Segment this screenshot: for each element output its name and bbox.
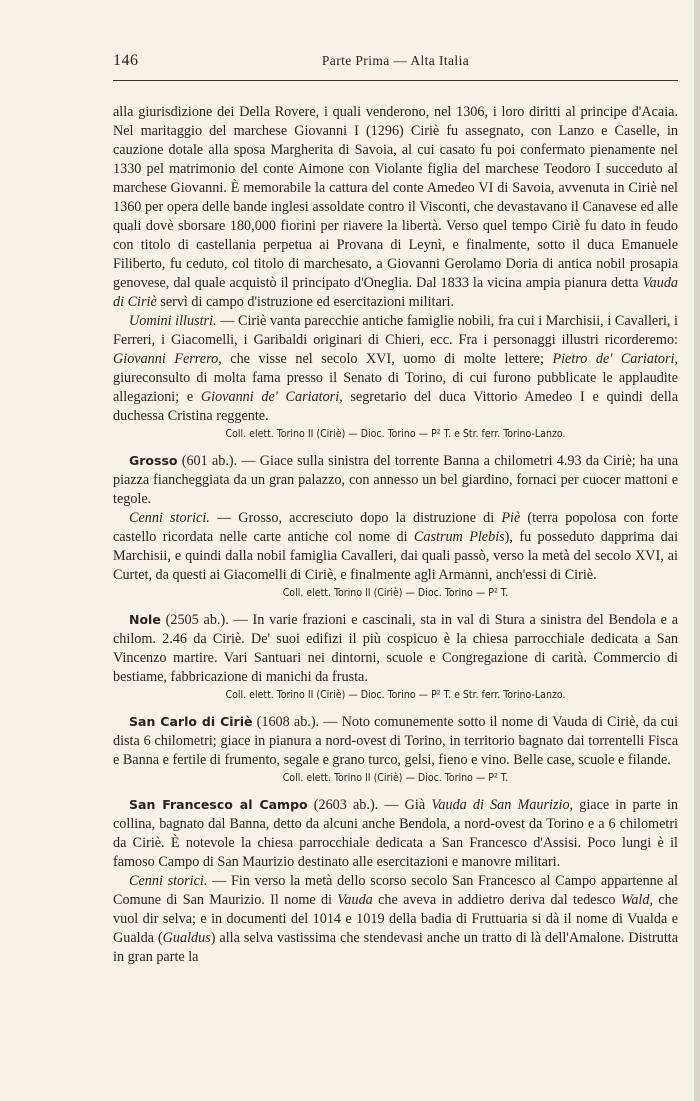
header-rule (113, 80, 678, 81)
entry-san-francesco-vauda: Vauda di San Maurizio (431, 797, 570, 813)
intro-place: Vauda di Ciriè (113, 275, 679, 310)
page-number: 146 (113, 52, 139, 69)
intro-text: alla giurisdizione dei Della Rovere, i quali venderono, nel 1306, i loro diritti al principe d'Acaia. Nel maritaggio del marchese Giovanni I (1296) Ciriè fu assegnato, con Lanzo e Caselle, in cauzione dotale alla sposa Margherita di Savoia, al cui casato fu poi confermato pienamente nel 1330 pel matrimonio del conte Aimone con Violante figlia del marchese Teodoro I succeduto al marchese Giovanni. È memorabile la cattura del conte Amedeo VI di Savoia, avvenuta in Ciriè nel 1360 per opera delle bande inglesi assoldate contro il Visconti, che devastavano il Canavese ed alle quali dovè sborsare 180,000 fiorini per riavere la libertà. Verso quel tempo Ciriè fu dato in feudo con titolo di castellania perpetua ai Provana di Leynì, e finalmente, sotto il duca Emanuele Filiberto, fu ceduto, col titolo di marchesato, a Giovanni Gerolamo Doria di antica nobil prosapia genovese, dal quale acquistò il principato d'Oneglia. Dal 1833 la vicina ampia pianura detta (113, 104, 678, 291)
san-francesco-history-wald: Wald (620, 892, 650, 908)
illustrious-men-paragraph (113, 312, 678, 426)
illustrious-men-label: Uomini illustri. (129, 313, 217, 329)
entry-san-francesco-history (113, 872, 678, 967)
illustrious-men-text-3: , giureconsulto di molta fama presso il Senato di Torino, di cui furono pubblicate le applaudite allegazioni; e (113, 351, 679, 405)
entry-san-carlo-name: San Carlo di Ciriè (129, 714, 253, 729)
entry-grosso-text: — Giace sulla sinistra del torrente Banna a chilometri 4.93 da Ciriè; ha una piazza fiancheggiata da un gran palazzo, con annesso un bel giardino, fornaci per cuocer mattoni e tegole. (113, 453, 679, 507)
san-francesco-history-vauda: Vauda (337, 892, 373, 908)
san-francesco-history-text-2: che aveva in addietro deriva dal tedesco (378, 892, 616, 908)
entry-nole-population: (2505 ab.). (165, 612, 229, 628)
grosso-history-castrum: Castrum Plebis (413, 529, 505, 545)
entry-san-francesco-text-2: , giace in parte in collina, bagnato dal Banna, detto da alcuni anche Bendola, a nord-ovest da Torino e a 6 chilometri da Ciriè. È notevole la chiesa parrocchiale dedicata a San Francesco d'Assisi. Poco lungi è il famoso Campo di San Maurizio destinato alle esercitazioni e manovre militari. (113, 797, 678, 870)
intro-footnote: Coll. elett. Torino II (Ciriè) — Dioc. Torino — P² T. e Str. ferr. Torino-Lanzo. (225, 428, 566, 440)
entry-san-francesco (113, 795, 678, 872)
entry-san-carlo-text: — Noto comunemente sotto il nome di Vauda di Ciriè, da cui dista 6 chilometri; giace in pianura a nord-ovest di Torino, in territorio bagnato dai torrentelli Fisca e Banna e fertile di frumento, segale e grano turco, gelsi, fieno e vino. Belle case, scuole e filande. (113, 714, 679, 768)
person-pietro-cariatori: Pietro de' Cariatori (552, 351, 675, 367)
entry-san-francesco-text-1: — Già (384, 797, 426, 813)
illustrious-men-text-2: , che visse nel secolo XVI, uomo di molte lettere; (218, 351, 544, 367)
person-giovanni-cariatori: Giovanni de' Cariatori (200, 389, 340, 405)
entry-nole-name: Nole (129, 612, 161, 627)
entry-san-francesco-name: San Francesco al Campo (129, 797, 308, 812)
entry-nole-footnote: Coll. elett. Torino II (Ciriè) — Dioc. Torino — P² T. e Str. ferr. Torino-Lanzo. (225, 689, 566, 701)
san-francesco-history-text-1: — Fin verso la metà dello scorso secolo San Francesco al Campo appartenne al Comune di San Maurizio. Il nome di (113, 873, 678, 908)
person-giovanni-ferrero: Giovanni Ferrero (113, 351, 219, 367)
san-francesco-history-text-4: ) alla selva vastissima che stendevasi anche un tratto di là dell'Amalone. Distrutta in gran parte la (113, 930, 678, 965)
illustrious-men-text-4: , segretario del duca Vittorio Amedeo I e quindi della duchessa Cristina reggente. (113, 389, 678, 424)
intro-paragraph (113, 103, 678, 312)
page-edge (694, 0, 700, 1101)
entry-grosso-footnote: Coll. elett. Torino II (Ciriè) — Dioc. Torino — P² T. (282, 587, 509, 599)
page-body (113, 103, 678, 967)
entry-nole-text: — In varie frazioni e cascinali, sta in val di Stura a sinistra del Bendola e a chilom. 2.46 da Ciriè. De' suoi edifizi il più cospicuo è la chiesa parrocchiale dedicata a San Vincenzo martire. Vari Santuari nei dintorni, scuole e Congregazione di carità. Commercio di bestiame, fabbricazione di manichi da frusta. (113, 612, 679, 685)
entry-san-carlo-footnote: Coll. elett. Torino II (Ciriè) — Dioc. Torino — P² T. (282, 772, 509, 784)
entry-grosso-history (113, 509, 678, 585)
san-francesco-history-text-3: , che vuol dir selva; e in documenti del 1014 e 1019 della badia di Fruttuaria si dà il nome di Vualda e Gualda ( (113, 892, 679, 946)
entry-grosso-name: Grosso (129, 453, 178, 468)
illustrious-men-text-1: — Ciriè vanta parecchie antiche famiglie nobili, fra cui i Marchisii, i Cavalleri, i Ferreri, i Giacomelli, i Garibaldi originari di Chieri, ecc. Fra i personaggi illustri ricorderemo: (113, 313, 678, 348)
entry-san-francesco-population: (2603 ab.). (313, 797, 379, 813)
running-title: Parte Prima — Alta Italia (321, 53, 470, 68)
intro-tail: servì di campo d'istruzione ed esercitazioni militari. (160, 294, 454, 310)
entry-nole (113, 610, 678, 687)
san-francesco-history-label: Cenni storici. (129, 873, 208, 889)
san-francesco-history-gualdus: Gualdus (162, 930, 211, 946)
entry-grosso-population: (601 ab.). (181, 453, 238, 469)
entry-san-carlo (113, 712, 678, 770)
grosso-history-pie: Piè (501, 510, 521, 526)
page-header (113, 52, 678, 74)
grosso-history-text-2: (terra popolosa con forte castello ricordata nelle carte antiche col nome di (113, 510, 678, 545)
entry-grosso (113, 451, 678, 509)
grosso-history-text-1: — Grosso, accresciuto dopo la distruzione di (216, 510, 495, 526)
grosso-history-text-3: ), fu posseduto dapprima dai Marchisii, e quindi dalla nobil famiglia Cavalleri, dai quali passò, verso la metà del secolo XVI, ai Curtet, da questi ai Giacomelli di Ciriè, e finalmente agli Armanni, anch'essi di Ciriè. (113, 529, 679, 583)
entry-san-carlo-population: (1608 ab.). (256, 714, 320, 730)
grosso-history-label: Cenni storici. (129, 510, 210, 526)
